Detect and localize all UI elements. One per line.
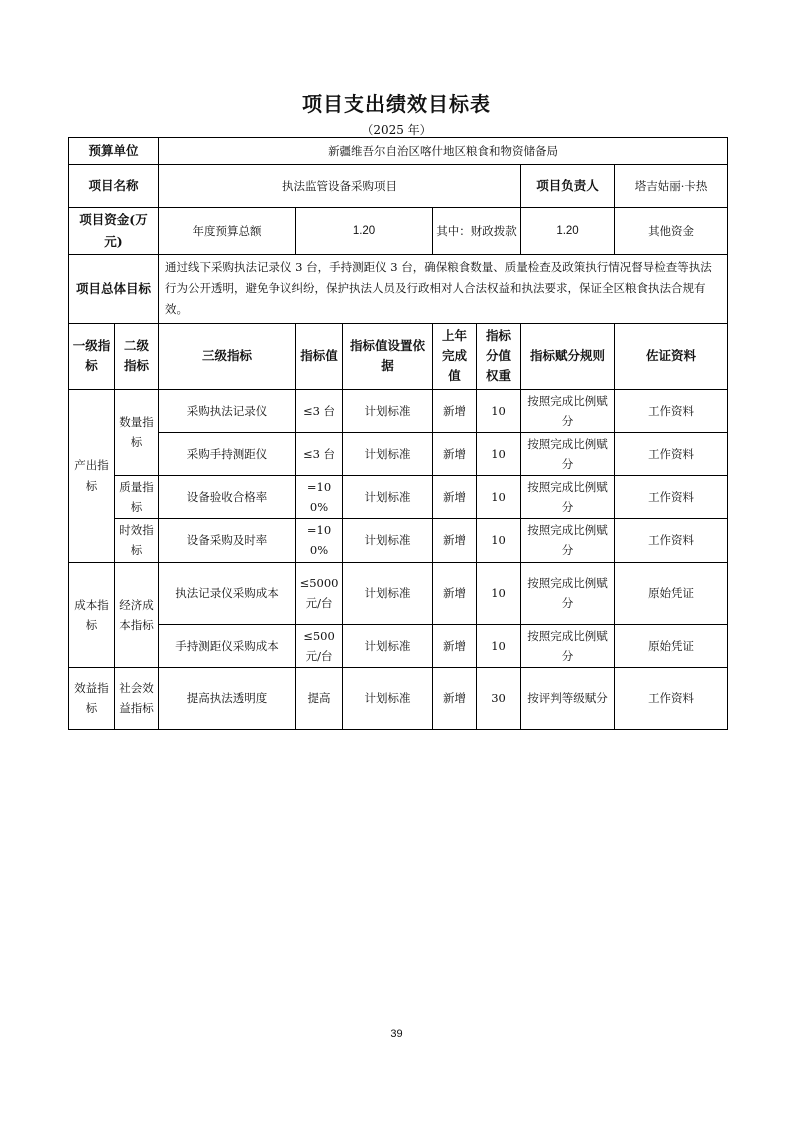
header-evidence: 佐证资料	[615, 323, 728, 389]
year-label: （2025 年）	[361, 123, 432, 137]
weight-cell: 10	[477, 562, 521, 624]
level3-cell: 设备采购及时率	[159, 519, 296, 562]
header-level2: 二级指标	[115, 323, 159, 389]
basis-cell: 计划标准	[343, 476, 433, 519]
level2-cell: 质量指标	[115, 476, 159, 519]
value-cell: =100%	[296, 476, 343, 519]
basis-cell: 计划标准	[343, 562, 433, 624]
evidence-cell: 工作资料	[615, 476, 728, 519]
header-level3: 三级指标	[159, 323, 296, 389]
weight-cell: 10	[477, 389, 521, 432]
project-name-row	[69, 165, 728, 208]
weight-cell: 10	[477, 519, 521, 562]
level3-cell: 执法记录仪采购成本	[159, 562, 296, 624]
goal-label: 项目总体目标	[69, 254, 159, 323]
rule-cell: 按照完成比例赋分	[521, 476, 615, 519]
level2-cell: 经济成本指标	[115, 562, 159, 667]
table-row	[69, 476, 728, 519]
page-number: 39	[390, 1028, 403, 1040]
last-year-cell: 新增	[433, 389, 477, 432]
table-row	[69, 432, 728, 475]
level3-cell: 设备验收合格率	[159, 476, 296, 519]
basis-cell: 计划标准	[343, 432, 433, 475]
header-weight: 指标分值权重	[477, 323, 521, 389]
project-leader-label: 项目负责人	[521, 165, 615, 208]
funds-label: 项目资金(万元)	[69, 208, 159, 255]
last-year-cell: 新增	[433, 519, 477, 562]
level2-cell: 数量指标	[115, 389, 159, 476]
rule-cell: 按照完成比例赋分	[521, 562, 615, 624]
evidence-cell: 工作资料	[615, 389, 728, 432]
weight-cell: 10	[477, 624, 521, 667]
table-row	[69, 667, 728, 729]
level1-cell: 效益指标	[69, 667, 115, 729]
level3-cell: 采购执法记录仪	[159, 389, 296, 432]
level3-cell: 提高执法透明度	[159, 667, 296, 729]
weight-cell: 10	[477, 476, 521, 519]
weight-cell: 10	[477, 432, 521, 475]
level1-cell: 产出指标	[69, 389, 115, 562]
project-name-value: 执法监管设备采购项目	[159, 165, 521, 208]
evidence-cell: 工作资料	[615, 667, 728, 729]
evidence-cell: 原始凭证	[615, 624, 728, 667]
last-year-cell: 新增	[433, 432, 477, 475]
value-cell: ≤3 台	[296, 389, 343, 432]
funds-row	[69, 208, 728, 255]
last-year-cell: 新增	[433, 624, 477, 667]
annual-budget-value: 1.20	[296, 208, 433, 255]
header-rule: 指标赋分规则	[521, 323, 615, 389]
goal-text: 通过线下采购执法记录仪 3 台，手持测距仪 3 台，确保粮食数量、质量检查及政策执行情况督导检查等执法行为公开透明，避免争议纠纷，保护执法人员及行政相对人合法权益和执法要求，保证全区粮食执法合规有效。	[159, 254, 728, 323]
level2-cell: 社会效益指标	[115, 667, 159, 729]
level3-cell: 采购手持测距仪	[159, 432, 296, 475]
last-year-cell: 新增	[433, 476, 477, 519]
value-cell: 提高	[296, 667, 343, 729]
page-title: 项目支出绩效目标表	[302, 92, 491, 116]
level2-cell: 时效指标	[115, 519, 159, 562]
annual-budget-label: 年度预算总额	[159, 208, 296, 255]
table-row	[69, 624, 728, 667]
level1-cell: 成本指标	[69, 562, 115, 667]
evidence-cell: 原始凭证	[615, 562, 728, 624]
last-year-cell: 新增	[433, 667, 477, 729]
header-level1: 一级指标	[69, 323, 115, 389]
basis-cell: 计划标准	[343, 519, 433, 562]
value-cell: ≤3 台	[296, 432, 343, 475]
header-value: 指标值	[296, 323, 343, 389]
level3-cell: 手持测距仪采购成本	[159, 624, 296, 667]
header-row	[69, 323, 728, 389]
other-funds-label: 其他资金	[615, 208, 728, 255]
basis-cell: 计划标准	[343, 667, 433, 729]
budget-unit-value: 新疆维吾尔自治区喀什地区粮食和物资储备局	[159, 138, 728, 165]
rule-cell: 按评判等级赋分	[521, 667, 615, 729]
fiscal-label: 其中：财政拨款	[433, 208, 521, 255]
rule-cell: 按照完成比例赋分	[521, 624, 615, 667]
project-name-label: 项目名称	[69, 165, 159, 208]
table-row	[69, 389, 728, 432]
weight-cell: 30	[477, 667, 521, 729]
goal-row	[69, 254, 728, 323]
evidence-cell: 工作资料	[615, 432, 728, 475]
rule-cell: 按照完成比例赋分	[521, 519, 615, 562]
value-cell: ≤500 元/台	[296, 624, 343, 667]
table-row	[69, 562, 728, 624]
basis-cell: 计划标准	[343, 624, 433, 667]
budget-unit-label: 预算单位	[69, 138, 159, 165]
value-cell: =100%	[296, 519, 343, 562]
rule-cell: 按照完成比例赋分	[521, 389, 615, 432]
header-basis: 指标值设置依据	[343, 323, 433, 389]
header-last-year: 上年完成值	[433, 323, 477, 389]
evidence-cell: 工作资料	[615, 519, 728, 562]
last-year-cell: 新增	[433, 562, 477, 624]
table-row	[69, 519, 728, 562]
project-leader-value: 塔吉姑丽·卡热	[615, 165, 728, 208]
rule-cell: 按照完成比例赋分	[521, 432, 615, 475]
value-cell: ≤5000 元/台	[296, 562, 343, 624]
fiscal-value: 1.20	[521, 208, 615, 255]
budget-unit-row	[69, 138, 728, 165]
basis-cell: 计划标准	[343, 389, 433, 432]
performance-table	[68, 137, 728, 730]
